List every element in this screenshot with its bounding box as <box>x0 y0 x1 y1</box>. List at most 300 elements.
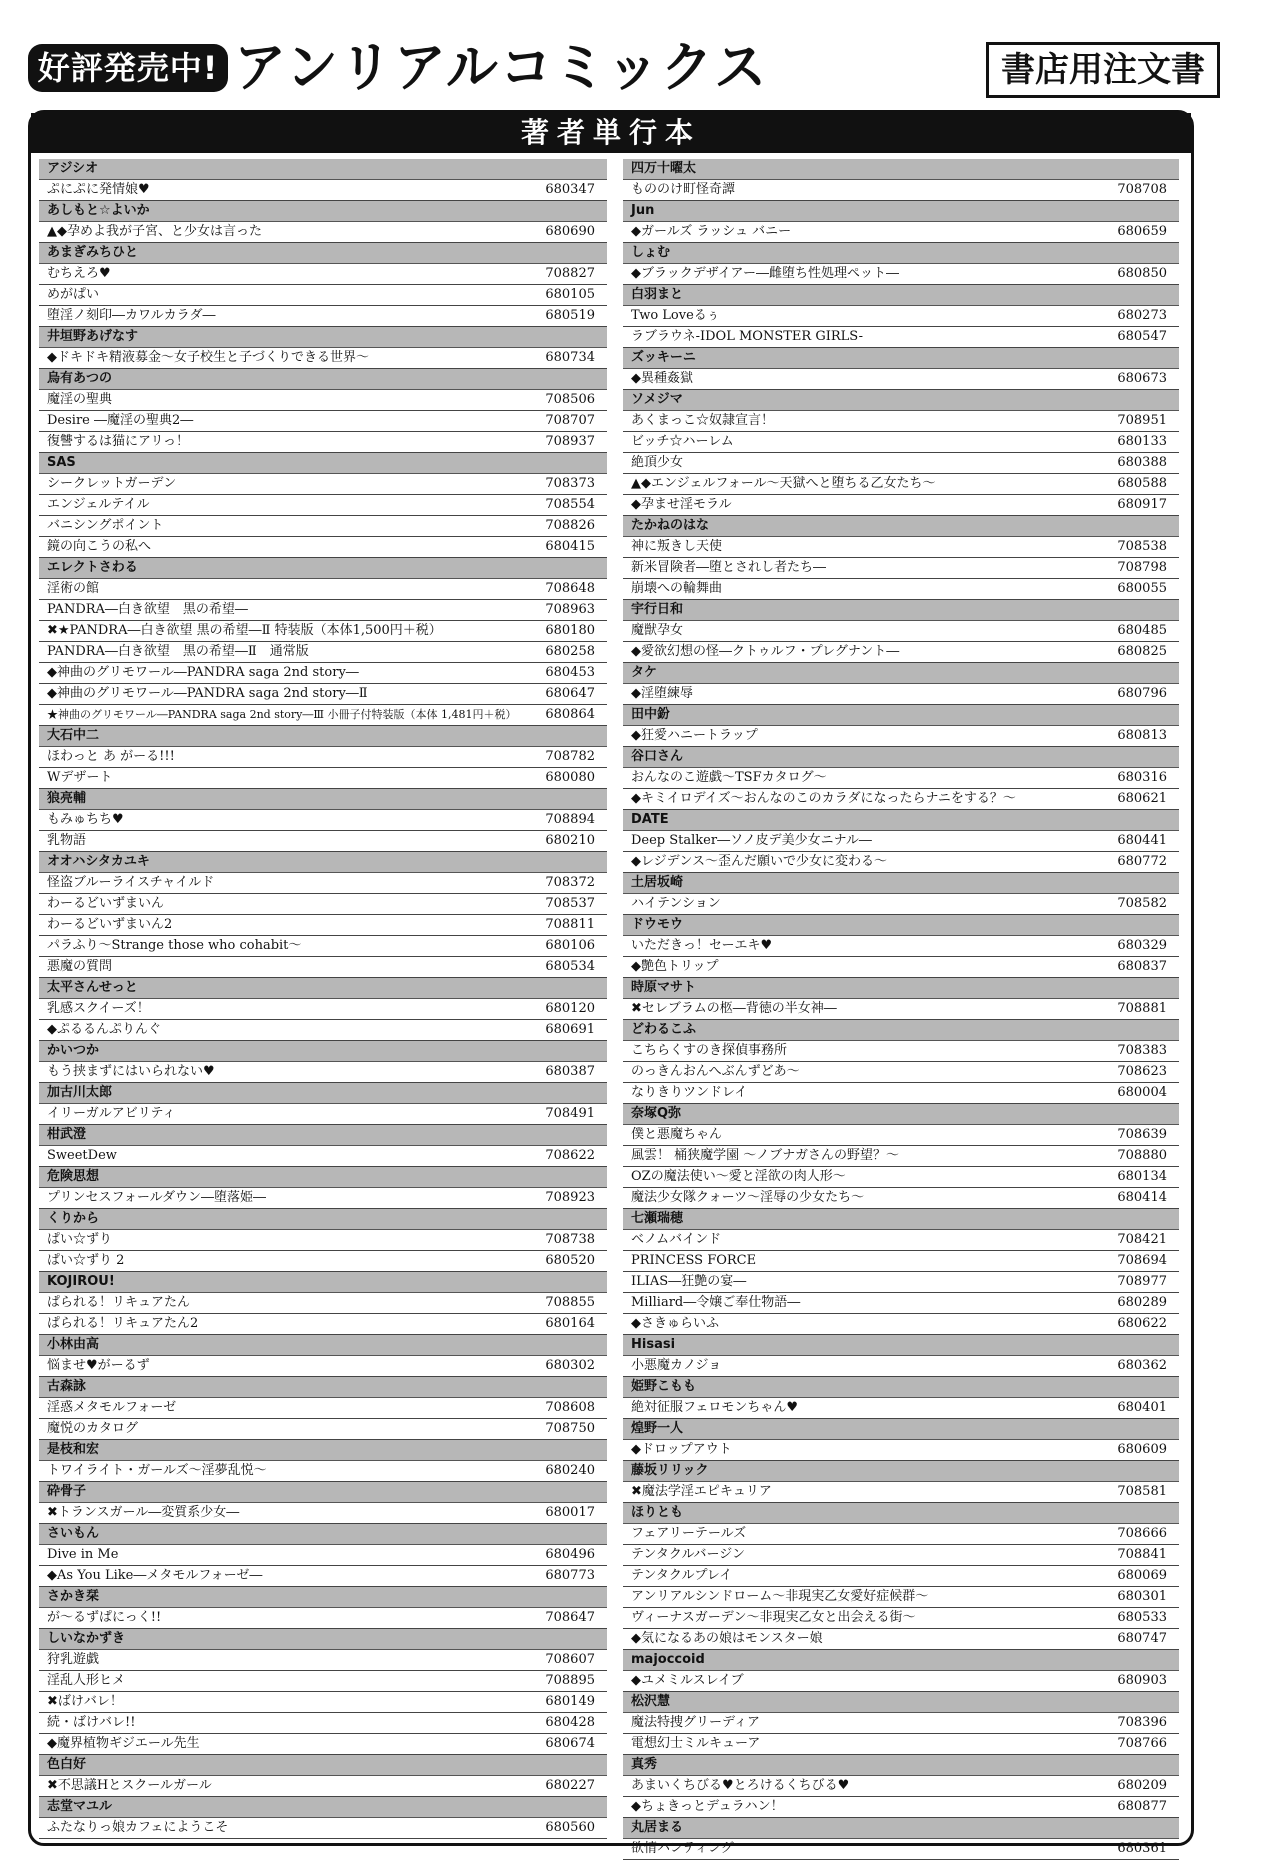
book-title: もみゅちち♥ <box>47 812 124 827</box>
title-row <box>623 453 1179 474</box>
book-title: ぱい☆ずり 2 <box>47 1253 125 1268</box>
title-row <box>623 1062 1179 1083</box>
title-row <box>39 516 607 537</box>
author-name: 白羽まと <box>623 285 1179 306</box>
order-code: 680149 <box>545 1694 595 1709</box>
author-name: あしもと☆よいか <box>39 201 607 222</box>
order-code: 680647 <box>545 686 595 701</box>
author-group <box>39 726 607 789</box>
author-name: エレクトさわる <box>39 558 607 579</box>
author-group <box>39 1482 607 1524</box>
order-code: 680533 <box>1117 1610 1167 1625</box>
author-group <box>623 516 1179 600</box>
book-title: 怪盗ブルーライスチャイルド <box>47 875 215 890</box>
order-code: 680361 <box>1117 1841 1167 1856</box>
author-group <box>623 1818 1179 1860</box>
order-code: 680622 <box>1117 1316 1167 1331</box>
order-code: 708738 <box>545 1232 595 1247</box>
title-row <box>623 1125 1179 1146</box>
title-row <box>623 1566 1179 1587</box>
author-group <box>623 873 1179 915</box>
title-row <box>39 915 607 936</box>
book-title: もののけ町怪奇譚 <box>631 182 736 197</box>
author-name: アジシオ <box>39 159 607 180</box>
order-code: 708383 <box>1117 1043 1167 1058</box>
order-code: 680227 <box>545 1778 595 1793</box>
book-title: ◆レジデンス～歪んだ願いで少女に変わる～ <box>631 854 888 869</box>
title-row <box>39 222 607 243</box>
book-title: ✖★PANDRA―白き欲望 黒の希望―Ⅱ 特装版（本体1,500円＋税） <box>47 623 442 638</box>
author-name: 七瀬瑞穂 <box>623 1209 1179 1230</box>
author-group <box>623 1503 1179 1650</box>
title-row <box>623 1146 1179 1167</box>
title-row <box>623 495 1179 516</box>
book-title: 魔法特捜グリーディア <box>631 1715 760 1730</box>
order-code: 680180 <box>545 623 595 638</box>
book-title: ◆気になるあの娘はモンスター娘 <box>631 1631 823 1646</box>
title-row <box>39 474 607 495</box>
title-row <box>39 999 607 1020</box>
author-group <box>623 1461 1179 1503</box>
author-group <box>623 600 1179 663</box>
book-title: ぱい☆ずり <box>47 1232 113 1247</box>
order-code: 708396 <box>1117 1715 1167 1730</box>
author-group <box>39 1335 607 1377</box>
order-code: 680609 <box>1117 1442 1167 1457</box>
book-title: シークレットガーデン <box>47 476 177 491</box>
order-code: 708827 <box>545 266 595 281</box>
order-code: 680289 <box>1117 1295 1167 1310</box>
title-row <box>623 1671 1179 1692</box>
author-group <box>39 1440 607 1482</box>
title-row <box>39 180 607 201</box>
order-code: 680401 <box>1117 1400 1167 1415</box>
book-title: イリーガルアビリティ <box>47 1106 176 1121</box>
title-row <box>39 894 607 915</box>
order-code: 680772 <box>1117 854 1167 869</box>
author-name: 柑武澄 <box>39 1125 607 1146</box>
author-group <box>623 159 1179 201</box>
order-code: 680415 <box>545 539 595 554</box>
order-code: 680690 <box>545 224 595 239</box>
book-title: アンリアルシンドローム～非現実乙女愛好症候群～ <box>631 1589 929 1604</box>
book-title: Milliard―令嬢ご奉仕物語― <box>631 1295 801 1310</box>
book-title: ヴィーナスガーデン～非現実乙女と出会える街～ <box>631 1610 916 1625</box>
book-title: ◆キミイロデイズ～おんなのこのカラダになったらナニをする？～ <box>631 791 1016 806</box>
order-code: 708607 <box>545 1652 595 1667</box>
author-group <box>39 1377 607 1440</box>
order-code: 680813 <box>1117 728 1167 743</box>
title-row <box>623 579 1179 600</box>
author-name: Hisasi <box>623 1335 1179 1356</box>
order-code: 708750 <box>545 1421 595 1436</box>
book-title: ぱられる！リキュアたん2 <box>47 1316 199 1331</box>
order-code: 680329 <box>1117 938 1167 953</box>
author-group <box>39 1167 607 1209</box>
author-group <box>623 1104 1179 1209</box>
author-group <box>39 978 607 1041</box>
order-code: 680080 <box>545 770 595 785</box>
order-code: 708623 <box>1117 1064 1167 1079</box>
author-name: しょむ <box>623 243 1179 264</box>
author-name: 古森詠 <box>39 1377 607 1398</box>
title-row <box>39 642 607 663</box>
title-row <box>623 537 1179 558</box>
order-code: 680362 <box>1117 1358 1167 1373</box>
title-row <box>623 411 1179 432</box>
title-row <box>623 264 1179 285</box>
title-row <box>623 1398 1179 1419</box>
order-code: 708506 <box>545 392 595 407</box>
author-name: くりから <box>39 1209 607 1230</box>
order-code: 708581 <box>1117 1484 1167 1499</box>
order-code: 708537 <box>545 896 595 911</box>
title-row <box>623 768 1179 789</box>
author-name: あまぎみちひと <box>39 243 607 264</box>
book-title: PANDRA―白き欲望 黒の希望―Ⅱ 通常版 <box>47 644 309 659</box>
author-group <box>623 390 1179 516</box>
order-code: 680837 <box>1117 959 1167 974</box>
title-row <box>39 1692 607 1713</box>
author-name: 時原マサト <box>623 978 1179 999</box>
author-group <box>39 369 607 453</box>
author-name: DATE <box>623 810 1179 831</box>
title-row <box>39 495 607 516</box>
author-group <box>623 201 1179 243</box>
order-code: 708639 <box>1117 1127 1167 1142</box>
title-row <box>623 306 1179 327</box>
title-row <box>623 1356 1179 1377</box>
title-row <box>623 1482 1179 1503</box>
catalog-panel <box>28 110 1194 1856</box>
order-code: 680588 <box>1117 476 1167 491</box>
author-name: タケ <box>623 663 1179 684</box>
book-title: あまいくちびる♥とろけるくちびる♥ <box>631 1778 850 1793</box>
author-group <box>623 285 1179 348</box>
author-name: ズッキーニ <box>623 348 1179 369</box>
title-row <box>39 1398 607 1419</box>
order-code: 708895 <box>545 1673 595 1688</box>
order-code: 708647 <box>545 1610 595 1625</box>
title-row <box>623 1734 1179 1755</box>
author-name: 色白好 <box>39 1755 607 1776</box>
order-code: 680734 <box>545 350 595 365</box>
title-row <box>623 999 1179 1020</box>
author-name: ソメジマ <box>623 390 1179 411</box>
author-group <box>39 1083 607 1125</box>
book-title: 堕淫ノ刻印―カワルカラダ― <box>47 308 216 323</box>
book-title: 風雲！ 桶狭魔学園 ～ノブナガさんの野望？～ <box>631 1148 900 1163</box>
author-group <box>39 1797 607 1839</box>
book-title: テンタクルプレイ <box>631 1568 733 1583</box>
order-code: 680069 <box>1117 1568 1167 1583</box>
book-title: ★神曲のグリモワール―PANDRA saga 2nd story―Ⅲ 小冊子付特装版（本体 1,481円＋税） <box>47 708 517 721</box>
order-code: 708708 <box>1117 182 1167 197</box>
book-title: 乳感スクイーズ！ <box>47 1001 150 1016</box>
order-code: 680877 <box>1117 1799 1167 1814</box>
order-code: 680120 <box>545 1001 595 1016</box>
order-code: 680017 <box>545 1505 595 1520</box>
title-row <box>623 1167 1179 1188</box>
title-row <box>623 1797 1179 1818</box>
title-row <box>39 831 607 852</box>
order-code: 708841 <box>1117 1547 1167 1562</box>
order-code: 680258 <box>545 644 595 659</box>
title-row <box>623 936 1179 957</box>
title-row <box>623 1629 1179 1650</box>
book-title: のっきんおんへぶんずどあ～ <box>631 1064 800 1079</box>
order-code: 708582 <box>1117 896 1167 911</box>
book-title: Deep Stalker―ソノ皮デ美少女ニナル― <box>631 833 872 848</box>
title-row <box>39 306 607 327</box>
book-title: ✖不思議Hとスクールガール <box>47 1778 212 1793</box>
author-name: たかねのはな <box>623 516 1179 537</box>
book-title: 崩壊への輪舞曲 <box>631 581 723 596</box>
author-name: さかき栞 <box>39 1587 607 1608</box>
author-name: 井垣野あげなす <box>39 327 607 348</box>
title-row <box>623 726 1179 747</box>
catalog-columns <box>31 153 1191 1856</box>
title-row <box>39 1545 607 1566</box>
author-name: オオハシタカユキ <box>39 852 607 873</box>
book-title: 神に叛きし天使 <box>631 539 723 554</box>
book-title: 復讐するは猫にアリっ！ <box>47 434 189 449</box>
title-row <box>39 810 607 831</box>
book-title: 僕と悪魔ちゃん <box>631 1127 723 1142</box>
book-title: が～るずぱにっく!! <box>47 1610 162 1625</box>
title-row <box>623 1608 1179 1629</box>
author-group <box>39 1524 607 1587</box>
title-row <box>623 831 1179 852</box>
on-sale-badge: 好評発売中! <box>28 44 228 92</box>
header <box>28 38 1258 100</box>
book-title: ✖セレブラムの柩―背徳の半女神― <box>631 1001 837 1016</box>
book-title: わーるどいずまいん <box>47 896 165 911</box>
order-code: 680520 <box>545 1253 595 1268</box>
title-row <box>39 1314 607 1335</box>
title-row <box>39 264 607 285</box>
book-title: 悩ませ♥がーるず <box>47 1358 150 1373</box>
book-title: いただきっ！セーエキ♥ <box>631 938 773 953</box>
order-code: 680210 <box>545 833 595 848</box>
order-code: 680316 <box>1117 770 1167 785</box>
title-row <box>623 432 1179 453</box>
author-group <box>39 327 607 369</box>
book-title: ほわっと あ がーる!!! <box>47 749 175 764</box>
title-row <box>39 1251 607 1272</box>
order-code: 708951 <box>1117 413 1167 428</box>
title-row <box>39 1776 607 1797</box>
title-row <box>39 579 607 600</box>
order-code: 680485 <box>1117 623 1167 638</box>
book-title: めがぱい <box>47 287 100 302</box>
title-row <box>39 411 607 432</box>
order-code: 680453 <box>545 665 595 680</box>
title-row <box>623 1545 1179 1566</box>
order-code: 680917 <box>1117 497 1167 512</box>
author-group <box>39 243 607 327</box>
book-title: わーるどいずまいん2 <box>47 917 173 932</box>
title-row <box>39 1566 607 1587</box>
order-code: 708694 <box>1117 1253 1167 1268</box>
author-name: SAS <box>39 453 607 474</box>
order-code: 680560 <box>545 1820 595 1835</box>
order-code: 680388 <box>1117 455 1167 470</box>
book-title: 鏡の向こうの私へ <box>47 539 152 554</box>
order-code: 680164 <box>545 1316 595 1331</box>
book-title: バニシングポイント <box>47 518 164 533</box>
author-group <box>39 1272 607 1335</box>
order-code: 680547 <box>1117 329 1167 344</box>
book-title: おんなのこ遊戯～TSFカタログ～ <box>631 770 827 785</box>
order-code: 680903 <box>1117 1673 1167 1688</box>
title-row <box>39 768 607 789</box>
order-code: 708782 <box>545 749 595 764</box>
book-title: 淫惑メタモルフォーゼ <box>47 1400 177 1415</box>
title-row <box>39 663 607 684</box>
book-title: ◆ぷるるんぷりんぐ <box>47 1022 161 1037</box>
book-title: 電想幻士ミルキューア <box>631 1736 761 1751</box>
order-code: 708622 <box>545 1148 595 1163</box>
book-title: ILIAS―狂艶の宴― <box>631 1274 747 1289</box>
book-title: プリンセスフォールダウン―堕落姫― <box>47 1190 267 1205</box>
author-group <box>39 1209 607 1272</box>
book-title: ビッチ☆ハーレム <box>631 434 734 449</box>
book-title: ◆淫堕練辱 <box>631 686 693 701</box>
author-group <box>623 348 1179 390</box>
author-name: 真秀 <box>623 1755 1179 1776</box>
right-column <box>623 159 1179 1860</box>
title-row <box>39 285 607 306</box>
order-code: 680414 <box>1117 1190 1167 1205</box>
book-title: もう挟まずにはいられない♥ <box>47 1064 215 1079</box>
title-row <box>623 1293 1179 1314</box>
title-row <box>623 474 1179 495</box>
book-title: ◆ドロップアウト <box>631 1442 732 1457</box>
order-code: 680240 <box>545 1463 595 1478</box>
book-title: PANDRA―白き欲望 黒の希望― <box>47 602 248 617</box>
order-code: 708608 <box>545 1400 595 1415</box>
order-code: 708766 <box>1117 1736 1167 1751</box>
title-row <box>39 1146 607 1167</box>
author-name: 是枝和宏 <box>39 1440 607 1461</box>
book-title: ▲◆孕めよ我が子宮、と少女は言った <box>47 224 262 239</box>
author-name: majoccoid <box>623 1650 1179 1671</box>
author-group <box>623 978 1179 1020</box>
book-title: ベノムバインド <box>631 1232 722 1247</box>
author-group <box>39 201 607 243</box>
title-row <box>39 537 607 558</box>
book-title: ◆さきゅらいふ <box>631 1316 719 1331</box>
title-row <box>623 1272 1179 1293</box>
book-title: 魔法少女隊クォーツ～淫辱の少女たち～ <box>631 1190 865 1205</box>
book-title: ✖トランスガール―変質系少女― <box>47 1505 240 1520</box>
book-title: テンタクルバージン <box>631 1547 745 1562</box>
book-title: エンジェルテイル <box>47 497 150 512</box>
book-title: 淫乱人形ヒメ <box>47 1673 126 1688</box>
order-code: 708881 <box>1117 1001 1167 1016</box>
book-title: ハイテンション <box>631 896 721 911</box>
author-name: 小林由高 <box>39 1335 607 1356</box>
author-group <box>39 1125 607 1167</box>
book-title: 魔獣孕女 <box>631 623 684 638</box>
order-code: 708666 <box>1117 1526 1167 1541</box>
title-row <box>39 1104 607 1125</box>
order-code: 680209 <box>1117 1778 1167 1793</box>
author-name: 四万十曜太 <box>623 159 1179 180</box>
author-name: 危険思想 <box>39 1167 607 1188</box>
book-title: 悪魔の質問 <box>47 959 113 974</box>
title-row <box>39 1608 607 1629</box>
title-row <box>39 348 607 369</box>
book-title: 新米冒険者―堕とされし者たち― <box>631 560 827 575</box>
book-title: OZの魔法使い～愛と淫欲の肉人形～ <box>631 1169 846 1184</box>
order-code: 680850 <box>1117 266 1167 281</box>
title-row <box>39 705 607 726</box>
author-name: 志堂マユル <box>39 1797 607 1818</box>
title-row <box>39 1818 607 1839</box>
order-code: 680674 <box>545 1736 595 1751</box>
book-title: ◆艶色トリップ <box>631 959 719 974</box>
order-code: 708798 <box>1117 560 1167 575</box>
book-title: トワイライト・ガールズ～淫夢乱悦～ <box>47 1463 267 1478</box>
author-name: 烏有あつの <box>39 369 607 390</box>
title-row <box>623 684 1179 705</box>
book-title: こちらくすのき探偵事務所 <box>631 1043 788 1058</box>
author-name: 姫野こもも <box>623 1377 1179 1398</box>
author-group <box>39 159 607 201</box>
author-name: 大石中二 <box>39 726 607 747</box>
title-row <box>39 1671 607 1692</box>
author-group <box>623 1692 1179 1755</box>
order-code: 708977 <box>1117 1274 1167 1289</box>
order-code: 680796 <box>1117 686 1167 701</box>
author-name: 藤坂リリック <box>623 1461 1179 1482</box>
title-row <box>39 957 607 978</box>
order-code: 708855 <box>545 1295 595 1310</box>
order-code: 708826 <box>545 518 595 533</box>
author-group <box>623 1419 1179 1461</box>
book-title: ✖魔法学淫エピキュリア <box>631 1484 772 1499</box>
order-code: 680534 <box>545 959 595 974</box>
book-title: ◆ドキドキ精液募金～女子校生と子づくりできる世界～ <box>47 350 369 365</box>
book-title: 絶頂少女 <box>631 455 684 470</box>
order-code: 680301 <box>1117 1589 1167 1604</box>
order-code: 680347 <box>545 182 595 197</box>
author-group <box>623 810 1179 873</box>
order-code: 680055 <box>1117 581 1167 596</box>
title-row <box>623 327 1179 348</box>
title-row <box>39 873 607 894</box>
book-title: 続・ばけバレ!! <box>47 1715 136 1730</box>
author-name: どわるこふ <box>623 1020 1179 1041</box>
order-code: 680105 <box>545 287 595 302</box>
book-title: ◆ちょきっとデュラハン！ <box>631 1799 784 1814</box>
order-code: 680496 <box>545 1547 595 1562</box>
order-code: 680273 <box>1117 308 1167 323</box>
author-name: 煌野一人 <box>623 1419 1179 1440</box>
title-row <box>623 894 1179 915</box>
order-code: 680773 <box>545 1568 595 1583</box>
book-title: 魔悦のカタログ <box>47 1421 139 1436</box>
title-row <box>39 621 607 642</box>
author-name: 宇行日和 <box>623 600 1179 621</box>
order-code: 680387 <box>545 1064 595 1079</box>
title-row <box>39 1356 607 1377</box>
author-group <box>623 1650 1179 1692</box>
order-code: 708554 <box>545 497 595 512</box>
author-group <box>39 1041 607 1083</box>
